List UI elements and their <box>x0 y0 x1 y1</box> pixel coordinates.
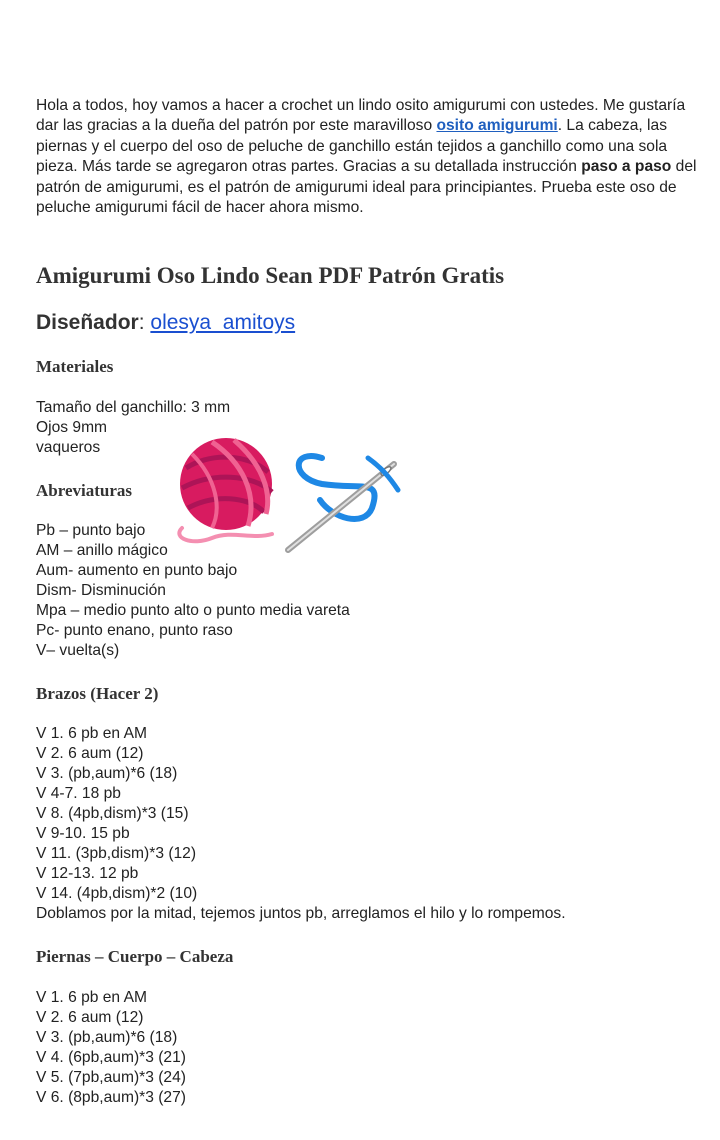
list-item: V 14. (4pb,dism)*2 (10) <box>36 885 198 902</box>
needle-thread-icon <box>288 456 398 550</box>
page-title: Amigurumi Oso Lindo Sean PDF Patrón Gratis <box>36 263 505 288</box>
list-item: V 1. 6 pb en AM <box>36 725 147 742</box>
osito-amigurumi-link[interactable]: osito amigurumi <box>436 117 558 135</box>
arms-list <box>36 724 566 924</box>
arms-heading: Brazos (Hacer 2) <box>36 684 159 703</box>
list-item: V 1. 6 pb en AM <box>36 989 147 1006</box>
list-item: V 2. 6 aum (12) <box>36 1009 144 1026</box>
list-item: Ojos 9mm <box>36 419 108 436</box>
body-list <box>36 988 186 1108</box>
list-item: Pc- punto enano, punto raso <box>36 622 233 639</box>
designer-colon: : <box>138 311 145 334</box>
list-item: V 8. (4pb,dism)*3 (15) <box>36 805 189 822</box>
list-item: V 11. (3pb,dism)*3 (12) <box>36 845 197 862</box>
list-item: AM – anillo mágico <box>36 542 168 559</box>
list-item: Tamaño del ganchillo: 3 mm <box>36 399 231 416</box>
list-item: V 6. (8pb,aum)*3 (27) <box>36 1089 186 1106</box>
list-item: Mpa – medio punto alto o punto media vareta <box>36 602 350 619</box>
intro-text-3: del patrón de amigurumi, es el patrón de amigurumi ideal para principiantes. Prueba este oso de peluche amigurumi fácil de hacer ahora mismo. <box>36 158 697 217</box>
list-item: V– vuelta(s) <box>36 642 120 659</box>
list-item: V 4. (6pb,aum)*3 (21) <box>36 1049 186 1066</box>
list-item: vaqueros <box>36 439 101 456</box>
list-item: Pb – punto bajo <box>36 522 146 539</box>
designer-link[interactable]: olesya_amitoys <box>150 311 296 334</box>
abbreviations-heading: Abreviaturas <box>36 481 133 500</box>
intro-text-1: Hola a todos, hoy vamos a hacer a crochet un lindo osito amigurumi con ustedes. Me gustaría dar las gracias a la dueña del patrón por este maravilloso <box>36 97 686 135</box>
list-item: V 5. (7pb,aum)*3 (24) <box>36 1069 186 1086</box>
designer-label: Diseñador <box>36 311 139 334</box>
list-item: V 2. 6 aum (12) <box>36 745 144 762</box>
list-item: V 9-10. 15 pb <box>36 825 130 842</box>
intro-text-2: . La cabeza, las piernas y el cuerpo del oso de peluche de ganchillo están tejidos a ganchillo como una sola pieza. Más tarde se agregaron otras partes. Gracias a su detallada instrucción <box>36 117 668 176</box>
intro-bold: paso a paso <box>581 158 672 176</box>
yarn-needle-illustration <box>172 438 412 556</box>
list-item: V 3. (pb,aum)*6 (18) <box>36 1029 178 1046</box>
designer-line <box>36 311 295 335</box>
article <box>36 96 700 1106</box>
list-item: Dism- Disminución <box>36 582 166 599</box>
intro-paragraph <box>36 96 700 218</box>
yarn-ball-icon <box>179 438 272 541</box>
list-item: Doblamos por la mitad, tejemos juntos pb, arreglamos el hilo y lo rompemos. <box>36 905 566 922</box>
body-heading: Piernas – Cuerpo – Cabeza <box>36 947 234 966</box>
list-item: V 4-7. 18 pb <box>36 785 121 802</box>
list-item: V 12-13. 12 pb <box>36 865 139 882</box>
list-item: Aum- aumento en punto bajo <box>36 562 238 579</box>
list-item: V 3. (pb,aum)*6 (18) <box>36 765 178 782</box>
materials-heading: Materiales <box>36 357 114 376</box>
